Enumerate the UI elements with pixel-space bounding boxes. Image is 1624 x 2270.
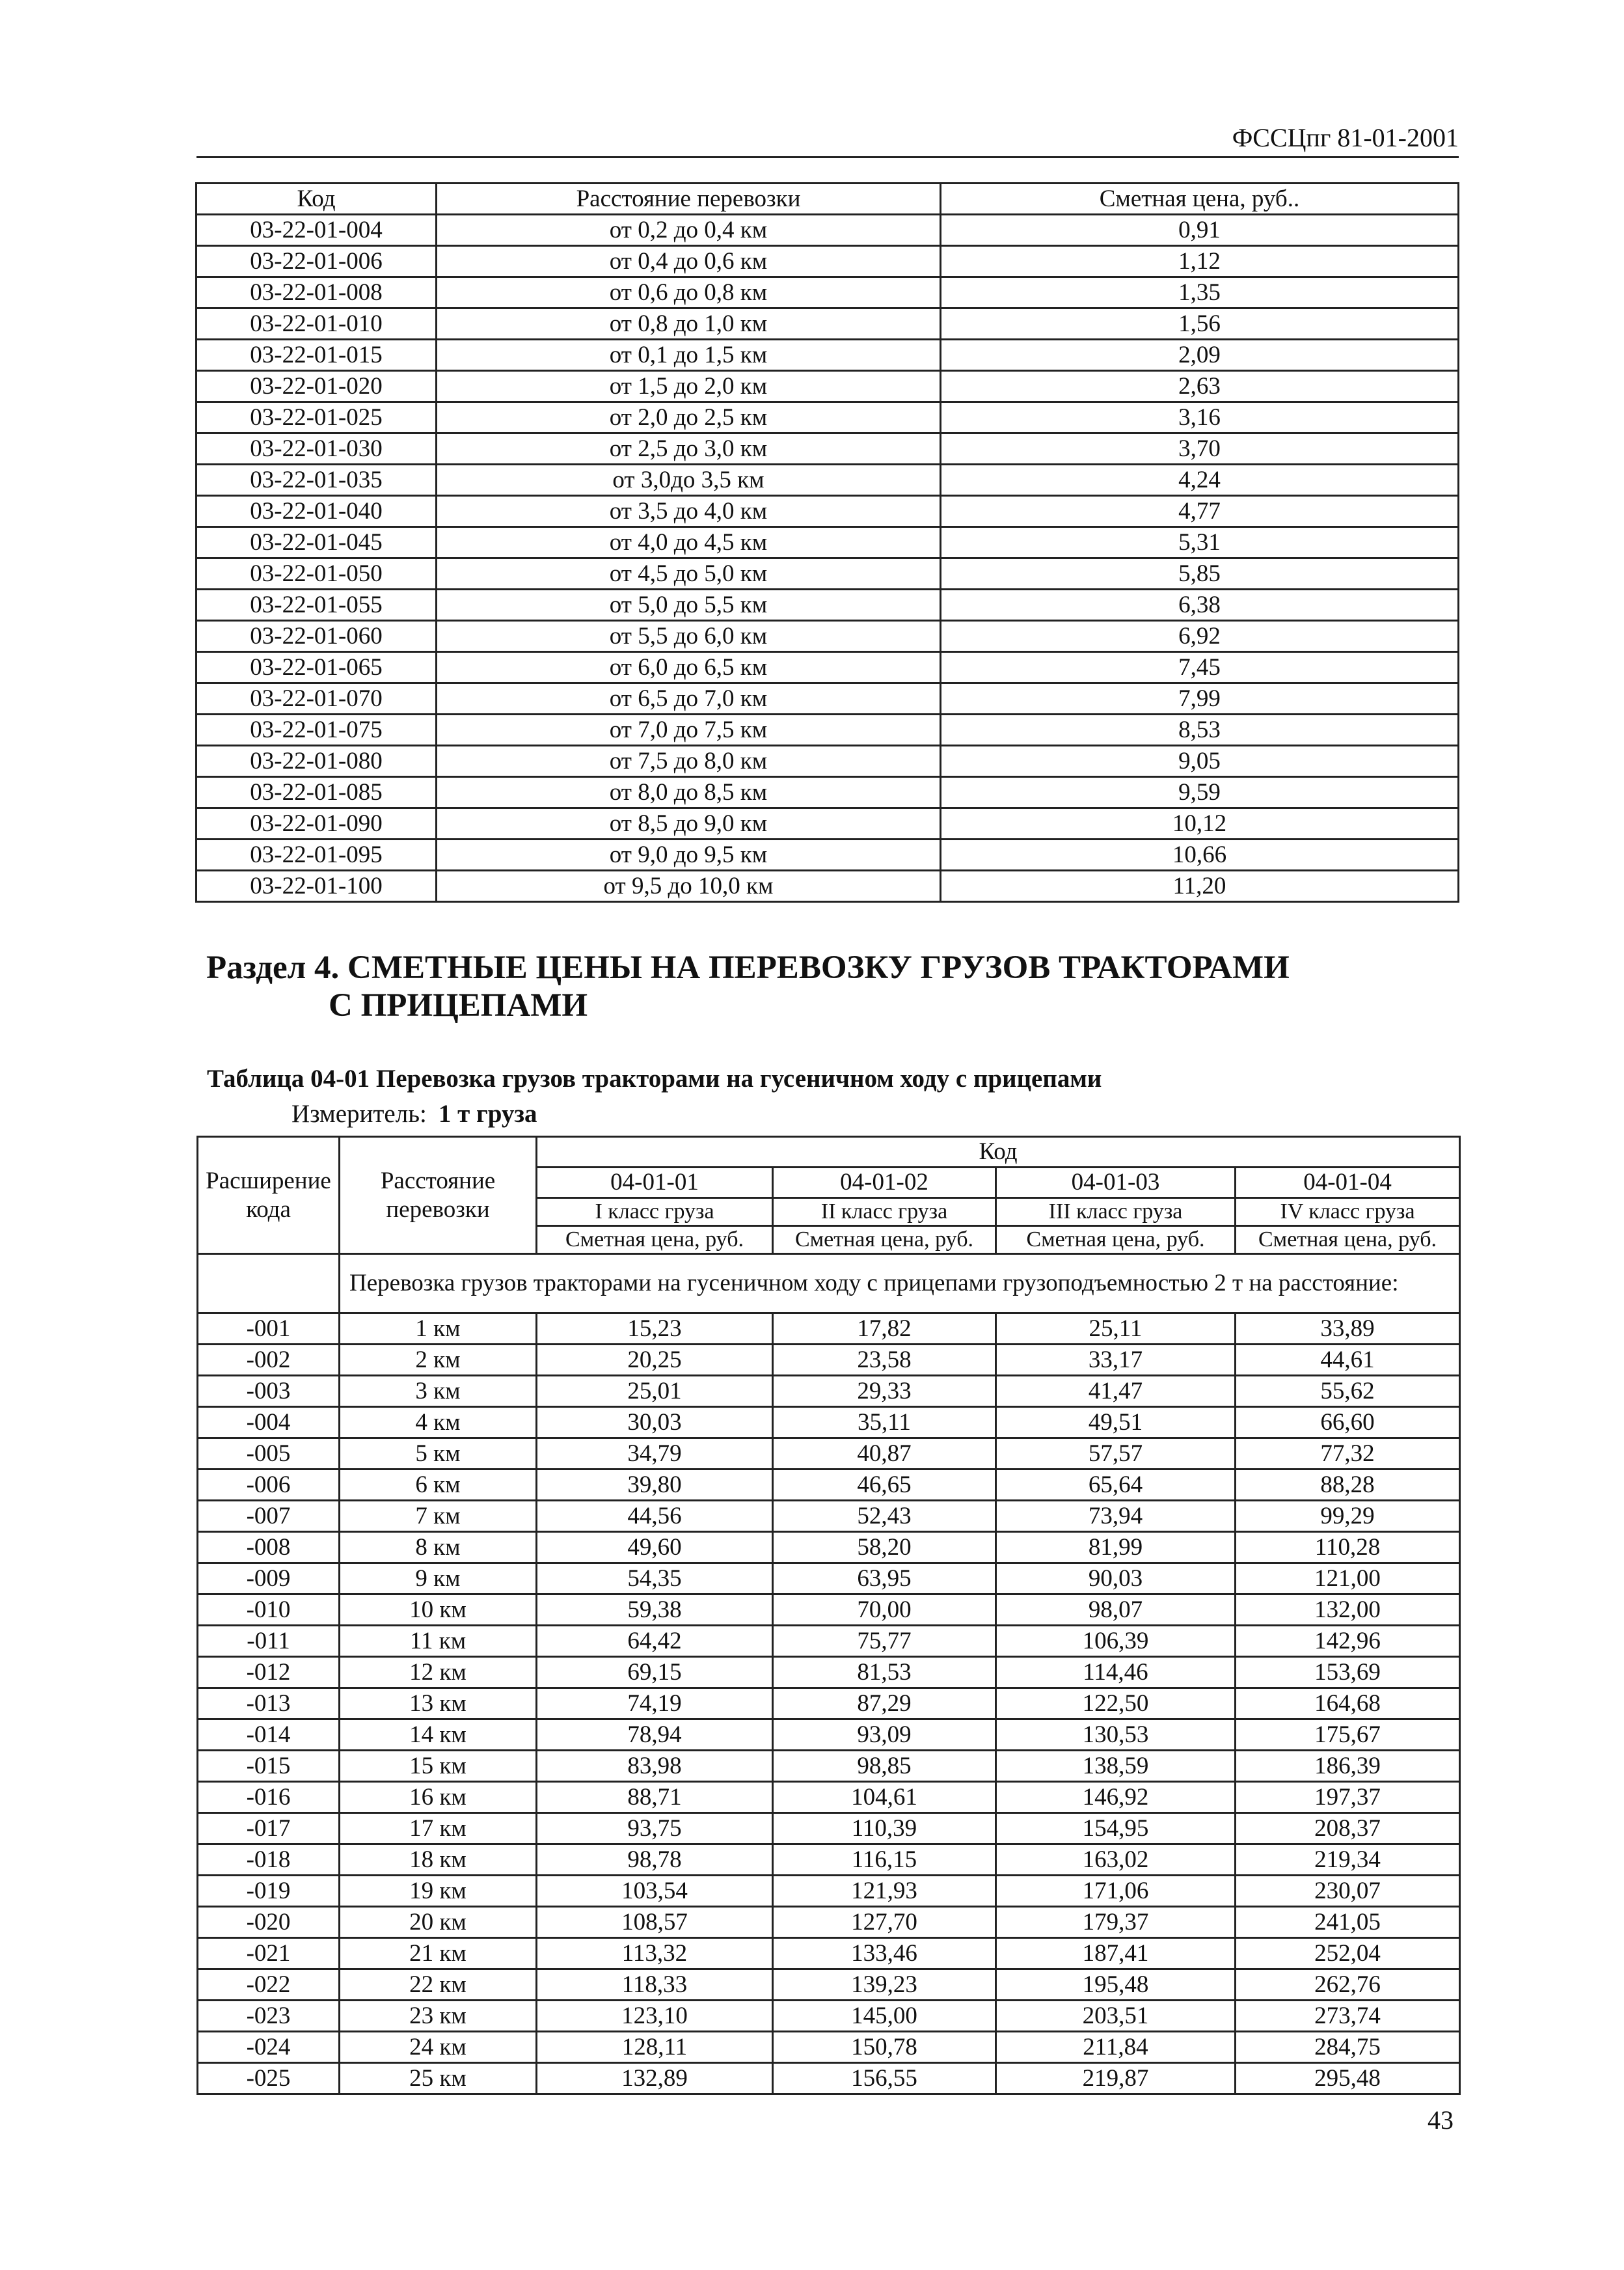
group-description-row bbox=[198, 1254, 1460, 1313]
cell-price-class-3: 65,64 bbox=[996, 1470, 1236, 1501]
cell-price-class-3: 114,46 bbox=[996, 1657, 1236, 1688]
cell-price-class-4: 33,89 bbox=[1236, 1313, 1460, 1345]
table-row bbox=[196, 715, 1459, 746]
cell-code-extension: -024 bbox=[198, 2032, 340, 2063]
cell-distance: 17 км bbox=[340, 1813, 537, 1844]
cell-price-class-1: 74,19 bbox=[537, 1688, 773, 1719]
cell-code-extension: -009 bbox=[198, 1563, 340, 1594]
table-row bbox=[198, 1501, 1460, 1532]
cell-distance: 22 км bbox=[340, 1969, 537, 2001]
price-label-3: Сметная цена, руб. bbox=[996, 1226, 1236, 1254]
cell-code-extension: -013 bbox=[198, 1688, 340, 1719]
group-description-empty bbox=[198, 1254, 340, 1313]
table-row bbox=[196, 652, 1459, 683]
table-row bbox=[196, 558, 1459, 590]
cell-price-class-1: 88,71 bbox=[537, 1782, 773, 1813]
table-row bbox=[198, 1594, 1460, 1626]
section-title-line-2: С ПРИЦЕПАМИ bbox=[329, 987, 588, 1024]
table-row bbox=[196, 402, 1459, 433]
cell-price: 0,91 bbox=[941, 215, 1459, 246]
table-row bbox=[196, 433, 1459, 465]
table-row bbox=[198, 1563, 1460, 1594]
cell-code: 03-22-01-045 bbox=[196, 527, 437, 558]
cell-code-extension: -014 bbox=[198, 1719, 340, 1751]
cell-price-class-3: 163,02 bbox=[996, 1844, 1236, 1876]
cell-distance: 18 км bbox=[340, 1844, 537, 1876]
cell-price-class-2: 17,82 bbox=[773, 1313, 996, 1345]
table-row bbox=[198, 2063, 1460, 2094]
cell-price-class-3: 146,92 bbox=[996, 1782, 1236, 1813]
table-row bbox=[198, 1657, 1460, 1688]
cell-distance: от 8,5 до 9,0 км bbox=[437, 808, 941, 840]
cell-distance: 7 км bbox=[340, 1501, 537, 1532]
cell-distance: 21 км bbox=[340, 1938, 537, 1969]
table-row bbox=[196, 777, 1459, 808]
cell-price-class-1: 49,60 bbox=[537, 1532, 773, 1563]
cell-price-class-1: 64,42 bbox=[537, 1626, 773, 1657]
cell-distance: 11 км bbox=[340, 1626, 537, 1657]
cell-price: 8,53 bbox=[941, 715, 1459, 746]
cell-distance: от 7,5 до 8,0 км bbox=[437, 746, 941, 777]
cell-code-extension: -020 bbox=[198, 1907, 340, 1938]
cell-code-extension: -001 bbox=[198, 1313, 340, 1345]
cell-code-extension: -006 bbox=[198, 1470, 340, 1501]
cell-price: 9,59 bbox=[941, 777, 1459, 808]
cell-price-class-3: 203,51 bbox=[996, 2001, 1236, 2032]
cell-price-class-3: 81,99 bbox=[996, 1532, 1236, 1563]
page-number: 43 bbox=[1428, 2105, 1454, 2135]
cell-code: 03-22-01-050 bbox=[196, 558, 437, 590]
table-row bbox=[198, 2001, 1460, 2032]
cell-price-class-1: 34,79 bbox=[537, 1438, 773, 1470]
cell-price-class-4: 121,00 bbox=[1236, 1563, 1460, 1594]
table-row bbox=[198, 1844, 1460, 1876]
cell-price: 2,63 bbox=[941, 371, 1459, 402]
column-header-price: Сметная цена, руб.. bbox=[941, 184, 1459, 215]
column-header-distance: Расстояние перевозки bbox=[340, 1137, 537, 1254]
cell-price-class-4: 262,76 bbox=[1236, 1969, 1460, 2001]
table-row bbox=[198, 1719, 1460, 1751]
cell-price-class-4: 110,28 bbox=[1236, 1532, 1460, 1563]
table-row bbox=[198, 2032, 1460, 2063]
code-04-01-01: 04-01-01 bbox=[537, 1168, 773, 1198]
cell-code: 03-22-01-095 bbox=[196, 840, 437, 871]
cell-distance: от 9,5 до 10,0 км bbox=[437, 871, 941, 902]
cell-price-class-3: 179,37 bbox=[996, 1907, 1236, 1938]
cell-price-class-2: 87,29 bbox=[773, 1688, 996, 1719]
cell-price-class-4: 208,37 bbox=[1236, 1813, 1460, 1844]
table-row bbox=[196, 621, 1459, 652]
table-row bbox=[196, 683, 1459, 715]
cell-distance: 12 км bbox=[340, 1657, 537, 1688]
cell-distance: от 8,0 до 8,5 км bbox=[437, 777, 941, 808]
table-row bbox=[196, 308, 1459, 340]
cell-price: 2,09 bbox=[941, 340, 1459, 371]
cell-code-extension: -019 bbox=[198, 1876, 340, 1907]
cell-price: 4,24 bbox=[941, 465, 1459, 496]
cell-code: 03-22-01-100 bbox=[196, 871, 437, 902]
cell-price-class-4: 164,68 bbox=[1236, 1688, 1460, 1719]
cell-price: 6,38 bbox=[941, 590, 1459, 621]
column-header-code-group: Код bbox=[537, 1137, 1460, 1168]
cell-price-class-4: 197,37 bbox=[1236, 1782, 1460, 1813]
cell-price-class-3: 41,47 bbox=[996, 1376, 1236, 1407]
cell-price-class-4: 252,04 bbox=[1236, 1938, 1460, 1969]
cell-distance: 20 км bbox=[340, 1907, 537, 1938]
section-title bbox=[206, 949, 1442, 1024]
cell-code: 03-22-01-035 bbox=[196, 465, 437, 496]
cell-code: 03-22-01-006 bbox=[196, 246, 437, 277]
cell-code: 03-22-01-008 bbox=[196, 277, 437, 308]
cell-price-class-2: 93,09 bbox=[773, 1719, 996, 1751]
cell-code-extension: -002 bbox=[198, 1345, 340, 1376]
cell-price-class-1: 25,01 bbox=[537, 1376, 773, 1407]
cell-price-class-1: 113,32 bbox=[537, 1938, 773, 1969]
table-row bbox=[198, 1813, 1460, 1844]
table-row bbox=[196, 340, 1459, 371]
document-header bbox=[196, 122, 1459, 158]
cell-price-class-1: 93,75 bbox=[537, 1813, 773, 1844]
table-row bbox=[198, 1438, 1460, 1470]
cell-code-extension: -010 bbox=[198, 1594, 340, 1626]
cell-price: 1,35 bbox=[941, 277, 1459, 308]
cell-price: 4,77 bbox=[941, 496, 1459, 527]
cell-price: 11,20 bbox=[941, 871, 1459, 902]
cell-price-class-3: 57,57 bbox=[996, 1438, 1236, 1470]
cell-distance: от 2,5 до 3,0 км bbox=[437, 433, 941, 465]
cell-price-class-3: 138,59 bbox=[996, 1751, 1236, 1782]
code-04-01-04: 04-01-04 bbox=[1236, 1168, 1460, 1198]
cell-price-class-1: 132,89 bbox=[537, 2063, 773, 2094]
cell-price-class-3: 219,87 bbox=[996, 2063, 1236, 2094]
cell-code-extension: -004 bbox=[198, 1407, 340, 1438]
cell-code-extension: -025 bbox=[198, 2063, 340, 2094]
document-id: ФССЦпг 81-01-2001 bbox=[1232, 123, 1459, 152]
cell-code: 03-22-01-085 bbox=[196, 777, 437, 808]
cell-distance: от 0,6 до 0,8 км bbox=[437, 277, 941, 308]
cell-price-class-2: 46,65 bbox=[773, 1470, 996, 1501]
cell-price-class-2: 116,15 bbox=[773, 1844, 996, 1876]
cell-price-class-3: 90,03 bbox=[996, 1563, 1236, 1594]
table-row bbox=[198, 1470, 1460, 1501]
cell-price-class-3: 33,17 bbox=[996, 1345, 1236, 1376]
table-header-row bbox=[196, 184, 1459, 215]
cell-price-class-2: 121,93 bbox=[773, 1876, 996, 1907]
section-title-line-1: Раздел 4. СМЕТНЫЕ ЦЕНЫ НА ПЕРЕВОЗКУ ГРУЗОВ ТРАКТОРАМИ bbox=[206, 950, 1290, 986]
cell-distance: 25 км bbox=[340, 2063, 537, 2094]
cell-code: 03-22-01-055 bbox=[196, 590, 437, 621]
table-row bbox=[196, 527, 1459, 558]
table-row bbox=[196, 277, 1459, 308]
cell-distance: от 5,0 до 5,5 км bbox=[437, 590, 941, 621]
cell-price-class-2: 81,53 bbox=[773, 1657, 996, 1688]
group-description: Перевозка грузов тракторами на гусеничном ходу с прицепами грузоподъемностью 2 т на расстояние: bbox=[340, 1254, 1460, 1313]
table-row bbox=[198, 1688, 1460, 1719]
table-row bbox=[198, 1626, 1460, 1657]
cell-price-class-4: 230,07 bbox=[1236, 1876, 1460, 1907]
table-row bbox=[196, 840, 1459, 871]
cell-code-extension: -021 bbox=[198, 1938, 340, 1969]
cell-price-class-1: 20,25 bbox=[537, 1345, 773, 1376]
cell-distance: 4 км bbox=[340, 1407, 537, 1438]
cell-price-class-4: 153,69 bbox=[1236, 1657, 1460, 1688]
price-table-04-01 bbox=[196, 1136, 1461, 2095]
cell-price: 10,66 bbox=[941, 840, 1459, 871]
cell-price-class-2: 23,58 bbox=[773, 1345, 996, 1376]
cell-distance: 8 км bbox=[340, 1532, 537, 1563]
cell-code-extension: -007 bbox=[198, 1501, 340, 1532]
column-header-distance: Расстояние перевозки bbox=[437, 184, 941, 215]
cell-code: 03-22-01-040 bbox=[196, 496, 437, 527]
table-row bbox=[198, 1907, 1460, 1938]
cell-distance: от 7,0 до 7,5 км bbox=[437, 715, 941, 746]
table-row bbox=[198, 1969, 1460, 2001]
cell-price: 1,12 bbox=[941, 246, 1459, 277]
cell-price-class-1: 83,98 bbox=[537, 1751, 773, 1782]
cell-code-extension: -011 bbox=[198, 1626, 340, 1657]
cargo-class-2: II класс груза bbox=[773, 1198, 996, 1226]
cell-price-class-4: 88,28 bbox=[1236, 1470, 1460, 1501]
cell-price-class-2: 145,00 bbox=[773, 2001, 996, 2032]
cell-price-class-2: 29,33 bbox=[773, 1376, 996, 1407]
cell-distance: 14 км bbox=[340, 1719, 537, 1751]
table-row bbox=[198, 1345, 1460, 1376]
cell-price-class-2: 156,55 bbox=[773, 2063, 996, 2094]
cell-price-class-4: 44,61 bbox=[1236, 1345, 1460, 1376]
cell-price-class-4: 66,60 bbox=[1236, 1407, 1460, 1438]
table-row bbox=[198, 1751, 1460, 1782]
cell-price-class-2: 150,78 bbox=[773, 2032, 996, 2063]
cell-price: 9,05 bbox=[941, 746, 1459, 777]
code-04-01-02: 04-01-02 bbox=[773, 1168, 996, 1198]
cell-code: 03-22-01-025 bbox=[196, 402, 437, 433]
cell-code-extension: -008 bbox=[198, 1532, 340, 1563]
cell-code: 03-22-01-070 bbox=[196, 683, 437, 715]
cell-price-class-1: 54,35 bbox=[537, 1563, 773, 1594]
cell-code-extension: -003 bbox=[198, 1376, 340, 1407]
cell-code: 03-22-01-010 bbox=[196, 308, 437, 340]
cell-price-class-3: 171,06 bbox=[996, 1876, 1236, 1907]
cell-price-class-3: 49,51 bbox=[996, 1407, 1236, 1438]
cell-price: 7,45 bbox=[941, 652, 1459, 683]
cell-price-class-1: 30,03 bbox=[537, 1407, 773, 1438]
table-row bbox=[196, 215, 1459, 246]
cell-code: 03-22-01-020 bbox=[196, 371, 437, 402]
table-row bbox=[196, 246, 1459, 277]
cell-price-class-3: 154,95 bbox=[996, 1813, 1236, 1844]
cell-price-class-1: 123,10 bbox=[537, 2001, 773, 2032]
cell-distance: от 9,0 до 9,5 км bbox=[437, 840, 941, 871]
cell-price: 10,12 bbox=[941, 808, 1459, 840]
table-row bbox=[198, 1407, 1460, 1438]
cell-distance: от 0,4 до 0,6 км bbox=[437, 246, 941, 277]
cell-distance: 3 км bbox=[340, 1376, 537, 1407]
cell-code-extension: -018 bbox=[198, 1844, 340, 1876]
cell-price-class-2: 35,11 bbox=[773, 1407, 996, 1438]
cell-price-class-4: 77,32 bbox=[1236, 1438, 1460, 1470]
table-row bbox=[198, 1313, 1460, 1345]
cell-price-class-2: 104,61 bbox=[773, 1782, 996, 1813]
cell-distance: 13 км bbox=[340, 1688, 537, 1719]
cell-price-class-3: 211,84 bbox=[996, 2032, 1236, 2063]
table-row bbox=[196, 371, 1459, 402]
cell-distance: 6 км bbox=[340, 1470, 537, 1501]
cell-price-class-2: 52,43 bbox=[773, 1501, 996, 1532]
cell-price-class-1: 128,11 bbox=[537, 2032, 773, 2063]
cell-price-class-4: 241,05 bbox=[1236, 1907, 1460, 1938]
cell-price-class-4: 142,96 bbox=[1236, 1626, 1460, 1657]
column-header-code-extension: Расширение кода bbox=[198, 1137, 340, 1254]
table-row bbox=[198, 1532, 1460, 1563]
cell-distance: от 1,5 до 2,0 км bbox=[437, 371, 941, 402]
unit-label: Измеритель: bbox=[291, 1100, 427, 1128]
cell-code: 03-22-01-060 bbox=[196, 621, 437, 652]
cell-price-class-4: 132,00 bbox=[1236, 1594, 1460, 1626]
cell-distance: от 0,1 до 1,5 км bbox=[437, 340, 941, 371]
table-row bbox=[196, 746, 1459, 777]
cell-code-extension: -012 bbox=[198, 1657, 340, 1688]
cell-price: 1,56 bbox=[941, 308, 1459, 340]
cell-price-class-4: 284,75 bbox=[1236, 2032, 1460, 2063]
table-row bbox=[198, 1376, 1460, 1407]
cell-price-class-1: 59,38 bbox=[537, 1594, 773, 1626]
cell-price-class-4: 273,74 bbox=[1236, 2001, 1460, 2032]
cell-price-class-1: 44,56 bbox=[537, 1501, 773, 1532]
cell-price-class-2: 98,85 bbox=[773, 1751, 996, 1782]
cargo-class-4: IV класс груза bbox=[1236, 1198, 1460, 1226]
cell-price-class-4: 295,48 bbox=[1236, 2063, 1460, 2094]
cell-code-extension: -005 bbox=[198, 1438, 340, 1470]
cell-distance: 1 км bbox=[340, 1313, 537, 1345]
price-label-1: Сметная цена, руб. bbox=[537, 1226, 773, 1254]
cell-distance: 15 км bbox=[340, 1751, 537, 1782]
unit-value: 1 т груза bbox=[438, 1100, 537, 1128]
cell-code-extension: -015 bbox=[198, 1751, 340, 1782]
table-row bbox=[196, 590, 1459, 621]
price-label-4: Сметная цена, руб. bbox=[1236, 1226, 1460, 1254]
cell-price-class-2: 133,46 bbox=[773, 1938, 996, 1969]
cell-distance: 2 км bbox=[340, 1345, 537, 1376]
cell-price-class-1: 98,78 bbox=[537, 1844, 773, 1876]
cell-distance: от 2,0 до 2,5 км bbox=[437, 402, 941, 433]
cell-distance: от 6,5 до 7,0 км bbox=[437, 683, 941, 715]
unit-of-measure bbox=[291, 1099, 537, 1130]
cell-price-class-1: 78,94 bbox=[537, 1719, 773, 1751]
table-row bbox=[196, 871, 1459, 902]
cell-distance: 5 км bbox=[340, 1438, 537, 1470]
cell-price-class-2: 58,20 bbox=[773, 1532, 996, 1563]
table-row bbox=[198, 1938, 1460, 1969]
cell-distance: 23 км bbox=[340, 2001, 537, 2032]
cell-price-class-1: 39,80 bbox=[537, 1470, 773, 1501]
table-row bbox=[196, 465, 1459, 496]
cell-price-class-3: 73,94 bbox=[996, 1501, 1236, 1532]
cell-price-class-3: 130,53 bbox=[996, 1719, 1236, 1751]
cell-price-class-4: 55,62 bbox=[1236, 1376, 1460, 1407]
cell-price-class-4: 186,39 bbox=[1236, 1751, 1460, 1782]
cell-price-class-3: 187,41 bbox=[996, 1938, 1236, 1969]
cell-price-class-2: 139,23 bbox=[773, 1969, 996, 2001]
cell-code-extension: -023 bbox=[198, 2001, 340, 2032]
cell-price-class-1: 108,57 bbox=[537, 1907, 773, 1938]
cell-price-class-3: 98,07 bbox=[996, 1594, 1236, 1626]
cell-price-class-2: 63,95 bbox=[773, 1563, 996, 1594]
cell-code: 03-22-01-075 bbox=[196, 715, 437, 746]
cell-price-class-2: 75,77 bbox=[773, 1626, 996, 1657]
table-row bbox=[196, 808, 1459, 840]
cell-distance: от 3,0до 3,5 км bbox=[437, 465, 941, 496]
table-header-row bbox=[198, 1137, 1460, 1168]
cell-price-class-2: 110,39 bbox=[773, 1813, 996, 1844]
table-row bbox=[198, 1876, 1460, 1907]
cargo-class-3: III класс груза bbox=[996, 1198, 1236, 1226]
cell-distance: от 5,5 до 6,0 км bbox=[437, 621, 941, 652]
cell-price: 3,70 bbox=[941, 433, 1459, 465]
cell-price-class-1: 118,33 bbox=[537, 1969, 773, 2001]
cell-code: 03-22-01-030 bbox=[196, 433, 437, 465]
cell-distance: 10 км bbox=[340, 1594, 537, 1626]
cell-code: 03-22-01-080 bbox=[196, 746, 437, 777]
cell-price: 3,16 bbox=[941, 402, 1459, 433]
cell-distance: от 0,2 до 0,4 км bbox=[437, 215, 941, 246]
cell-price-class-1: 69,15 bbox=[537, 1657, 773, 1688]
cell-price-class-4: 175,67 bbox=[1236, 1719, 1460, 1751]
cell-price: 5,85 bbox=[941, 558, 1459, 590]
table-row bbox=[198, 1782, 1460, 1813]
cell-distance: 9 км bbox=[340, 1563, 537, 1594]
cell-code-extension: -017 bbox=[198, 1813, 340, 1844]
cell-price-class-2: 127,70 bbox=[773, 1907, 996, 1938]
cell-distance: от 3,5 до 4,0 км bbox=[437, 496, 941, 527]
table-row bbox=[196, 496, 1459, 527]
cell-distance: от 4,0 до 4,5 км bbox=[437, 527, 941, 558]
cell-price-class-2: 40,87 bbox=[773, 1438, 996, 1470]
column-header-code: Код bbox=[196, 184, 437, 215]
price-table-03-22 bbox=[195, 182, 1459, 903]
cell-price-class-4: 99,29 bbox=[1236, 1501, 1460, 1532]
code-04-01-03: 04-01-03 bbox=[996, 1168, 1236, 1198]
cell-price-class-3: 195,48 bbox=[996, 1969, 1236, 2001]
cargo-class-1: I класс груза bbox=[537, 1198, 773, 1226]
cell-price-class-1: 15,23 bbox=[537, 1313, 773, 1345]
cell-distance: от 0,8 до 1,0 км bbox=[437, 308, 941, 340]
price-label-2: Сметная цена, руб. bbox=[773, 1226, 996, 1254]
cell-price: 5,31 bbox=[941, 527, 1459, 558]
cell-price-class-3: 122,50 bbox=[996, 1688, 1236, 1719]
cell-code: 03-22-01-015 bbox=[196, 340, 437, 371]
cell-price-class-3: 25,11 bbox=[996, 1313, 1236, 1345]
cell-price-class-2: 70,00 bbox=[773, 1594, 996, 1626]
cell-price-class-3: 106,39 bbox=[996, 1626, 1236, 1657]
cell-distance: 24 км bbox=[340, 2032, 537, 2063]
cell-distance: от 6,0 до 6,5 км bbox=[437, 652, 941, 683]
table-title: Таблица 04-01 Перевозка грузов тракторами на гусеничном ходу с прицепами bbox=[207, 1065, 1102, 1093]
cell-price-class-4: 219,34 bbox=[1236, 1844, 1460, 1876]
cell-price: 6,92 bbox=[941, 621, 1459, 652]
cell-code: 03-22-01-065 bbox=[196, 652, 437, 683]
cell-code-extension: -022 bbox=[198, 1969, 340, 2001]
cell-distance: от 4,5 до 5,0 км bbox=[437, 558, 941, 590]
cell-price: 7,99 bbox=[941, 683, 1459, 715]
cell-distance: 16 км bbox=[340, 1782, 537, 1813]
cell-code: 03-22-01-090 bbox=[196, 808, 437, 840]
cell-distance: 19 км bbox=[340, 1876, 537, 1907]
cell-code: 03-22-01-004 bbox=[196, 215, 437, 246]
cell-code-extension: -016 bbox=[198, 1782, 340, 1813]
cell-price-class-1: 103,54 bbox=[537, 1876, 773, 1907]
